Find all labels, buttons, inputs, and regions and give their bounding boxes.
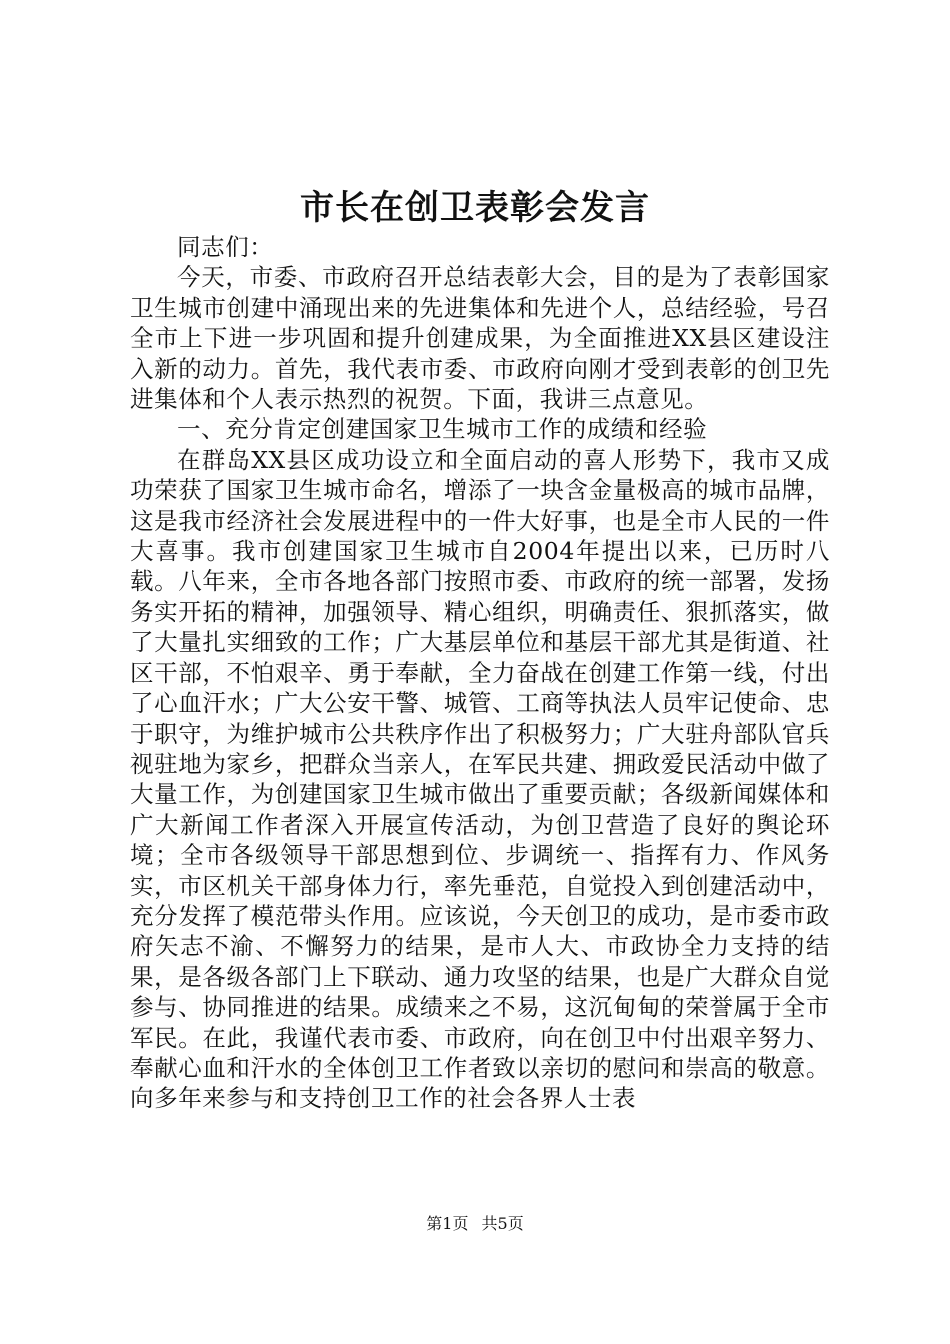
salutation-paragraph: 同志们： bbox=[177, 233, 274, 261]
page-total: 共5页 bbox=[481, 1214, 524, 1233]
section-heading: 一、充分肯定创建国家卫生城市工作的成绩和经验 bbox=[177, 415, 708, 444]
page-footer bbox=[0, 1214, 950, 1234]
intro-paragraph: 今天，市委、市政府召开总结表彰大会，目的是为了表彰国家卫生城市创建中涌现出来的先进集体和先进个人，总结经验，号召全市上下进一步巩固和提升创建成果，为全面推进XX县区建设注入新的动力。首先，我代表市委、市政府向刚才受到表彰的创卫先进集体和个人表示热烈的祝贺。下面，我讲三点意见。 bbox=[130, 263, 830, 414]
body-paragraph: 在群岛XX县区成功设立和全面启动的喜人形势下，我市又成功荣获了国家卫生城市命名，增添了一块含金量极高的城市品牌，这是我市经济社会发展进程中的一件大好事，也是全市人民的一件大喜事。我市创建国家卫生城市自2004年提出以来，已历时八载。八年来，全市各地各部门按照市委、市政府的统一部署，发扬务实开拓的精神，加强领导、精心组织，明确责任、狠抓落实，做了大量扎实细致的工作；广大基层单位和基层干部尤其是街道、社区干部，不怕艰辛、勇于奉献，全力奋战在创建工作第一线，付出了心血汗水；广大公安干警、城管、工商等执法人员牢记使命、忠于职守，为维护城市公共秩序作出了积极努力；广大驻舟部队官兵视驻地为家乡，把群众当亲人，在军民共建、拥政爱民活动中做了大量工作，为创建国家卫生城市做出了重要贡献；各级新闻媒体和广大新闻工作者深入开展宣传活动，为创卫营造了良好的舆论环境；全市各级领导干部思想到位、步调统一、指挥有力、作风务实，市区机关干部身体力行，率先垂范，自觉投入到创建活动中，充分发挥了模范带头作用。应该说，今天创卫的成功，是市委市政府矢志不渝、不懈努力的结果，是市人大、市政协全力支持的结果，是各级各部门上下联动、通力攻坚的结果，也是广大群众自觉参与、协同推进的结果。成绩来之不易，这沉甸甸的荣誉属于全市军民。在此，我谨代表市委、市政府，向在创卫中付出艰辛努力、奉献心血和汗水的全体创卫工作者致以亲切的慰问和崇高的敬意。向多年来参与和支持创卫工作的社会各界人士表 bbox=[130, 445, 830, 1113]
page-number: 第1页 bbox=[426, 1214, 469, 1233]
document-body bbox=[130, 232, 830, 1114]
document-title: 市长在创卫表彰会发言 bbox=[300, 188, 650, 228]
